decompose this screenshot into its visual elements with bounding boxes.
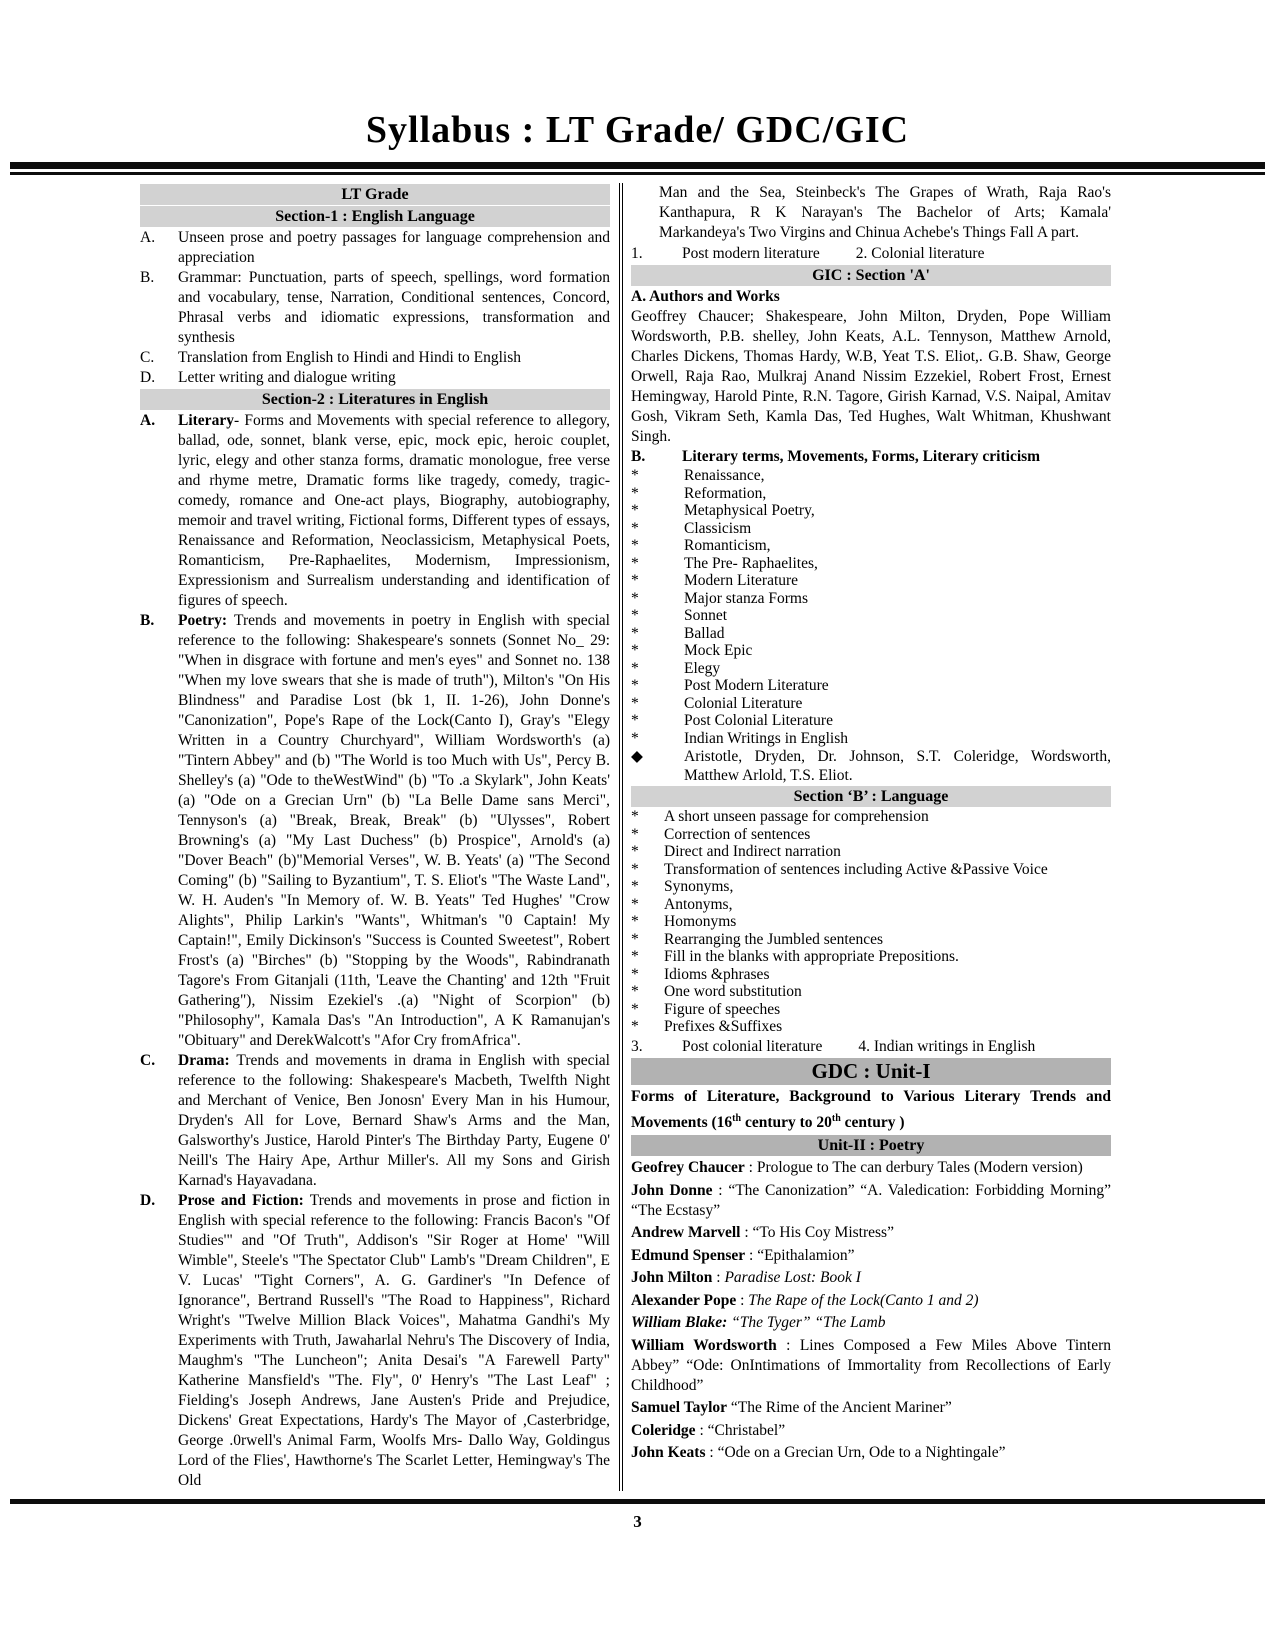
item-text: Ballad	[684, 624, 725, 642]
list-item	[140, 611, 610, 1051]
list-item	[631, 502, 1111, 520]
item-text: Synonyms,	[664, 878, 734, 895]
item-text: Figure of speeches	[664, 1000, 781, 1018]
separator: :	[695, 1421, 708, 1439]
list-item	[631, 625, 1111, 643]
item-label: C.	[140, 349, 155, 366]
list-item	[631, 983, 1111, 1001]
poet-works: “The Tyger” “The Lamb	[731, 1314, 886, 1332]
item-text: Correction of sentences	[664, 825, 811, 843]
item-body: Trends and movements in prose and fiction in English with special reference to the following: Francis Bacon's "Of Studies'" and "Of Truth", Addison's "Sir Roger at Home' "Will Wimble", Steele's "The Spectator Club" Lamb's "Dream Children", E V. Lucas' "Tight Corners", A. G. Gardiner's "In Defence of Ignorance", Bertrand Russell's "The Road to Happiness", Richard Wright's "Twelve Million Black Voices", Mahatma Gandhi's My Experiments with Truth, Jawaharlal Nehru's The Discovery of India, Maughm's "The Luncheon"; Anita Desai's "A Farewell Party" Katherine Mansfield's "The. Fly", 0' Henry's "The Last Leaf" ; Fielding's Joseph Andrews, Jane Austen's Pride and Prejudice, Dickens' Great Expectations, Hardy's The Mayor of ,Casterbridge, George .0rwell's Animal Farm, Woolfs Mrs- Dallo Way, Goldingus Lord of the Flies', Hawthorne's The Scarlet Letter, Hemingway's The Old	[178, 1192, 610, 1489]
asterisk-bullet-icon: *	[631, 607, 639, 624]
asterisk-bullet-icon: *	[631, 913, 639, 930]
authors-paragraph: Geoffrey Chaucer; Shakespeare, John Milton, Dryden, Pope William Wordsworth, P.B. shelley, John Keats, A.L. Tennyson, Matthew Arnold, Charles Dickens, Thomas Hardy, W.B, Yeat T.S. Eliot,. G.B. Shaw, George Orwell, Raja Rao, Mulkraj Anand Nissim Ezzekiel, Robert Frost, Ernest Hemingway, Harold Pinte, R.N. Tagore, Girish Karnad, V.S. Naipal, Amitav Gosh, Vikram Seth, Kamla Das, Ted Hughes, Walt Whitman, Khushwant Singh.	[631, 308, 1111, 445]
separator: :	[776, 1336, 800, 1354]
poet-name: Geofrey Chaucer	[631, 1159, 745, 1177]
numbered-line	[631, 244, 1111, 264]
gdc-unit1-header: GDC : Unit-I	[631, 1058, 1111, 1085]
list-item	[631, 572, 1111, 590]
item-body: Trends and movements in poetry in English with special reference to the following: Shakespeare's sonnets (Sonnet No_ 29: "When in disgrace with fortune and men's eyes" and Sonnet no. 138 "When my love swears that she is made of truth"), Milton's "On His Blindness" and Paradise Lost (bk 1, II. 1-26), John Donne's "Canonization", Pope's Rape of the Lock(Canto I), Gray's "Elegy Written in a Country Churchyard", William Wordsworth's (a) "Tintern Abbey" and (b) "The World is too Much with Us", Percy B. Shelley's (a) "Ode to theWestWind" (b) "To .a Skylark", John Keats' (a) "Ode on a Grecian Urn" (b) "La Belle Dame sans Merci", Tennyson's (a) "Break, Break, Break" (b) "Ulysses", Robert Browning's (a) "My Last Duchess" (b) Prospice", Arnold's (a) "Dover Beach" (b)"Memorial Verses", W. B. Yeats' (a) "The Second Coming" (b) "Sailing to Byzantium", T. S. Eliot's "The Waste Land", W. H. Auden's "In Memory of. W. B. Yeats" Ted Hughes' "Crow Alights", Philip Larkin's "Wants", Whitman's "0 Captain! My Captain!", Emily Dickinson's "Success is Counted Sweetest", Robert Frost's (a) "Birches" (b) "Stopping by the Woods", Rabindranath Tagore's From Gitanjali (11th, 'Leave the Chanting' and 12th "Fruit Gathering"), Nissim Ezekiel's .(a) "Night of Scorpion" (b) "Philosophy", Kamala Das's "An Introduction", A K Ramanujan's "Obituary" and DerekWalcott's "Afor Cry fromAfrica".	[178, 612, 610, 1049]
poet-entry	[631, 1246, 1111, 1266]
poet-entry	[631, 1443, 1111, 1463]
item-text: Metaphysical Poetry,	[684, 502, 815, 519]
list-item	[631, 555, 1111, 573]
list-item	[631, 467, 1111, 485]
item-text: Antonyms,	[664, 895, 733, 913]
poet-entry	[631, 1398, 1111, 1418]
heading-text: Literary terms, Movements, Forms, Literary criticism	[682, 448, 1041, 465]
item-text: Post Colonial Literature	[684, 712, 833, 729]
gic-section-a-header: GIC : Section 'A'	[631, 265, 1111, 286]
list-item	[140, 1051, 610, 1191]
item-text: Fill in the blanks with appropriate Prepositions.	[664, 948, 959, 965]
poet-works: “Epithalamion”	[757, 1246, 855, 1264]
item-text: Classicism	[684, 519, 752, 537]
right-column	[631, 183, 1111, 1491]
asterisk-bullet-icon: *	[631, 878, 639, 895]
list-item	[631, 913, 1111, 931]
list-item	[631, 896, 1111, 914]
asterisk-bullet-icon: *	[631, 467, 639, 484]
asterisk-bullet-icon: *	[631, 1018, 639, 1035]
list-item	[631, 590, 1111, 608]
number-label: 1.	[631, 245, 643, 262]
item-text: Transformation of sentences including Active &Passive Voice	[664, 860, 1048, 878]
poet-name: William Wordsworth	[631, 1336, 777, 1354]
poet-entry	[631, 1268, 1111, 1288]
poet-works: “Ode on a Grecian Urn, Ode to a Nightingale”	[717, 1444, 1006, 1462]
poet-name: John Keats	[631, 1444, 706, 1462]
separator: :	[745, 1246, 758, 1264]
item-body: - Forms and Movements with special reference to allegory, ballad, ode, sonnet, blank verse, epic, mock epic, heroic couplet, lyric, elegy and other stanza forms, dramatic monologue, free verse and rhyme metre, Dramatic forms like tragedy, comedy, tragic-comedy, romance and One-act plays, Biography, autobiography, memoir and travel writing, Fictional forms, Different types of essays, Renaissance and Reformation, Neoclassicism, Metaphysical Poets, Romanticism, Pre-Raphaelites, Modernism, Impressionism, Expressionism and Surrealism understanding and identification of figures of speech.	[178, 412, 610, 609]
list-item	[140, 1191, 610, 1491]
section-b-header: Section ‘B’ : Language	[631, 786, 1111, 807]
title-rule-thin	[10, 172, 1265, 175]
item-text: Colonial Literature	[684, 694, 803, 712]
poet-entry	[631, 1313, 1111, 1333]
list-item	[631, 520, 1111, 538]
poet-name: Coleridge	[631, 1421, 696, 1439]
text-part: Forms of Literature, Background to Various Literary Trends and Movements (16	[631, 1087, 1111, 1131]
item-text: Modern Literature	[684, 572, 799, 589]
item-text	[178, 411, 610, 611]
item-lead: Prose and Fiction:	[178, 1192, 304, 1209]
item-text: Grammar: Punctuation, parts of speech, spellings, word formation and vocabulary, tense, Narration, Conditional sentences, Concord, Phrasal verbs and idiomatic expressions, transformation and synthesis	[178, 269, 610, 346]
list-item	[140, 411, 610, 611]
item-text	[178, 611, 610, 1051]
list-item	[631, 607, 1111, 625]
column-divider	[619, 183, 623, 1491]
numbered-text-2: 4. Indian writings in English	[858, 1037, 1036, 1055]
item-text: Major stanza Forms	[684, 589, 808, 607]
page-title: Syllabus : LT Grade/ GDC/GIC	[365, 109, 910, 151]
item-label: C.	[140, 1052, 156, 1069]
poet-name: Andrew Marvell	[631, 1224, 741, 1242]
list-item	[140, 228, 610, 268]
asterisk-bullet-icon: *	[631, 694, 639, 712]
poet-works: “The Canonization” “A. Valedication: Forbidding Morning” “The Ecstasy”	[631, 1181, 1111, 1219]
separator: :	[705, 1444, 718, 1462]
item-text: Letter writing and dialogue writing	[178, 369, 396, 386]
poet-name: John Donne	[631, 1181, 713, 1199]
asterisk-bullet-icon: *	[631, 484, 639, 502]
item-text: Rearranging the Jumbled sentences	[664, 930, 884, 948]
asterisk-bullet-icon: *	[631, 930, 639, 948]
item-text: Homonyms	[664, 913, 737, 930]
literary-terms-heading	[631, 447, 1111, 467]
poet-works: The Rape of the Lock(Canto 1 and 2)	[748, 1291, 979, 1309]
item-lead: Literary	[178, 412, 234, 429]
asterisk-bullet-icon: *	[631, 642, 639, 659]
numbered-text: Post modern literature	[682, 245, 820, 262]
list-item	[631, 712, 1111, 730]
list-item	[140, 268, 610, 348]
item-label: A.	[140, 412, 156, 429]
list-item	[631, 948, 1111, 966]
item-text: Post Modern Literature	[684, 677, 829, 694]
list-item	[631, 826, 1111, 844]
poet-name: Samuel Taylor	[631, 1399, 728, 1417]
item-text: Romanticism,	[684, 537, 771, 554]
list-item	[631, 695, 1111, 713]
list-item	[631, 1001, 1111, 1019]
asterisk-bullet-icon: *	[631, 519, 639, 537]
asterisk-bullet-icon: *	[631, 860, 639, 878]
item-text: Renaissance,	[684, 467, 765, 484]
numbered-text: Post colonial literature	[682, 1037, 823, 1055]
asterisk-bullet-icon: *	[631, 677, 639, 694]
poet-works: “The Rime of the Ancient Mariner”	[730, 1399, 952, 1417]
list-item	[631, 966, 1111, 984]
lt-grade-header: LT Grade	[140, 184, 610, 205]
poet-name: John Milton	[631, 1269, 713, 1287]
poet-entry	[631, 1158, 1111, 1178]
list-item	[631, 660, 1111, 678]
item-text: Indian Writings in English	[684, 729, 848, 747]
gdc-unit1-description	[631, 1086, 1111, 1134]
item-label: A.	[140, 229, 156, 246]
numbered-text-2: 2. Colonial literature	[855, 245, 985, 262]
poet-works: Prologue to The can derbury Tales (Modern version)	[756, 1159, 1083, 1177]
superscript: th	[732, 1112, 742, 1124]
poet-entry	[631, 1421, 1111, 1441]
separator: :	[744, 1159, 757, 1177]
critics-list-item	[631, 747, 1111, 785]
poet-name: William Blake:	[631, 1314, 728, 1332]
footer-rule	[10, 1499, 1265, 1504]
item-text: The Pre- Raphaelites,	[684, 554, 818, 572]
continued-paragraph: Man and the Sea, Steinbeck's The Grapes of Wrath, Raja Rao's Kanthapura, R K Narayan's The Bachelor of Arts; Kamala' Markandeya's Two Virgins and Chinua Achebe's Things Fall A part.	[659, 184, 1111, 241]
poet-entry	[631, 1291, 1111, 1311]
poet-entry	[631, 1181, 1111, 1221]
asterisk-bullet-icon: *	[631, 659, 639, 677]
asterisk-bullet-icon: *	[631, 983, 639, 1000]
list-item	[631, 537, 1111, 555]
item-text: Reformation,	[684, 484, 767, 502]
poet-works: Paradise Lost: Book I	[724, 1269, 861, 1287]
asterisk-bullet-icon: *	[631, 554, 639, 572]
title-rule-thick	[10, 162, 1265, 169]
list-item	[631, 808, 1111, 826]
item-text	[178, 1191, 610, 1491]
text-part: century to 20	[741, 1113, 832, 1131]
item-text: One word substitution	[664, 983, 802, 1000]
unit2-poetry-header: Unit-II : Poetry	[631, 1135, 1111, 1156]
list-item	[631, 1018, 1111, 1036]
list-item	[140, 368, 610, 388]
list-item	[631, 642, 1111, 660]
numbered-line	[631, 1037, 1111, 1057]
asterisk-bullet-icon: *	[631, 1000, 639, 1018]
asterisk-bullet-icon: *	[631, 808, 639, 825]
separator: :	[712, 1181, 729, 1199]
item-lead: Poetry:	[178, 612, 228, 629]
separator: :	[736, 1291, 749, 1309]
separator: :	[712, 1269, 725, 1287]
diamond-bullet-icon: ◆	[631, 748, 643, 765]
list-item	[631, 843, 1111, 861]
section1-header: Section-1 : English Language	[140, 206, 610, 227]
asterisk-bullet-icon: *	[631, 843, 639, 860]
asterisk-bullet-icon: *	[631, 948, 639, 965]
asterisk-bullet-icon: *	[631, 572, 639, 589]
asterisk-bullet-icon: *	[631, 624, 639, 642]
poet-works: “To His Coy Mistress”	[752, 1224, 894, 1242]
list-item	[631, 677, 1111, 695]
item-text: Sonnet	[684, 607, 728, 624]
asterisk-bullet-icon: *	[631, 589, 639, 607]
item-body: Trends and movements in drama in English with special reference to the following: Shakespeare's Macbeth, Twelfth Night and Merchant of Venice, Ben Jonosn' Every Man in his Humour, Dryden's All for Love, Bernard Shaw's Arms and the Man, Galsworthy's Justice, Harold Pinter's The Birthday Party, Eugene 0' Neill's The Hairy Ape, Arthur Miller's. All my Sons and Girish Karnad's Hayavadana.	[178, 1052, 610, 1189]
item-text: Unseen prose and poetry passages for language comprehension and appreciation	[178, 229, 610, 266]
authors-and-works-heading: A. Authors and Works	[631, 288, 780, 305]
list-item	[631, 730, 1111, 748]
poet-name: Alexander Pope	[631, 1291, 737, 1309]
two-column-body	[140, 183, 1112, 1491]
item-lead: Drama:	[178, 1052, 230, 1069]
item-label: D.	[140, 1192, 156, 1209]
asterisk-bullet-icon: *	[631, 537, 639, 554]
superscript: th	[831, 1112, 841, 1124]
item-label: B.	[140, 269, 155, 286]
left-column	[140, 183, 610, 1491]
list-item	[631, 485, 1111, 503]
text-part: century )	[840, 1113, 905, 1131]
asterisk-bullet-icon: *	[631, 825, 639, 843]
item-label: B.	[631, 448, 646, 465]
asterisk-bullet-icon: *	[631, 502, 639, 519]
item-text: Direct and Indirect narration	[664, 843, 841, 860]
item-text: Mock Epic	[684, 642, 753, 659]
asterisk-bullet-icon: *	[631, 729, 639, 747]
asterisk-bullet-icon: *	[631, 965, 639, 983]
number-label: 3.	[631, 1037, 643, 1055]
item-text: Idioms &phrases	[664, 965, 770, 983]
poet-entry	[631, 1223, 1111, 1243]
item-text: Translation from English to Hindi and Hindi to English	[178, 349, 522, 366]
item-text: Prefixes &Suffixes	[664, 1018, 783, 1035]
separator: :	[740, 1224, 753, 1242]
page-number: 3	[633, 1512, 642, 1531]
asterisk-bullet-icon: *	[631, 895, 639, 913]
section2-header: Section-2 : Literatures in English	[140, 389, 610, 410]
list-item	[140, 348, 610, 368]
item-label: D.	[140, 369, 156, 386]
poet-works: Lines Composed a Few Miles Above Tintern Abbey” “Ode: OnIntimations of Immortality from Recollections of Early Childhood”	[631, 1336, 1112, 1394]
item-text: Aristotle, Dryden, Dr. Johnson, S.T. Coleridge, Wordsworth, Matthew Arlold, T.S. Eliot.	[684, 748, 1111, 784]
poet-entry	[631, 1336, 1111, 1396]
list-item	[631, 931, 1111, 949]
list-item	[631, 861, 1111, 879]
poet-name: Edmund Spenser	[631, 1246, 746, 1264]
item-text	[178, 1051, 610, 1191]
item-text: A short unseen passage for comprehension	[664, 808, 929, 825]
item-label: B.	[140, 612, 155, 629]
item-text: Elegy	[684, 659, 721, 677]
poet-works: “Christabel”	[707, 1421, 786, 1439]
list-item	[631, 878, 1111, 896]
asterisk-bullet-icon: *	[631, 712, 639, 729]
